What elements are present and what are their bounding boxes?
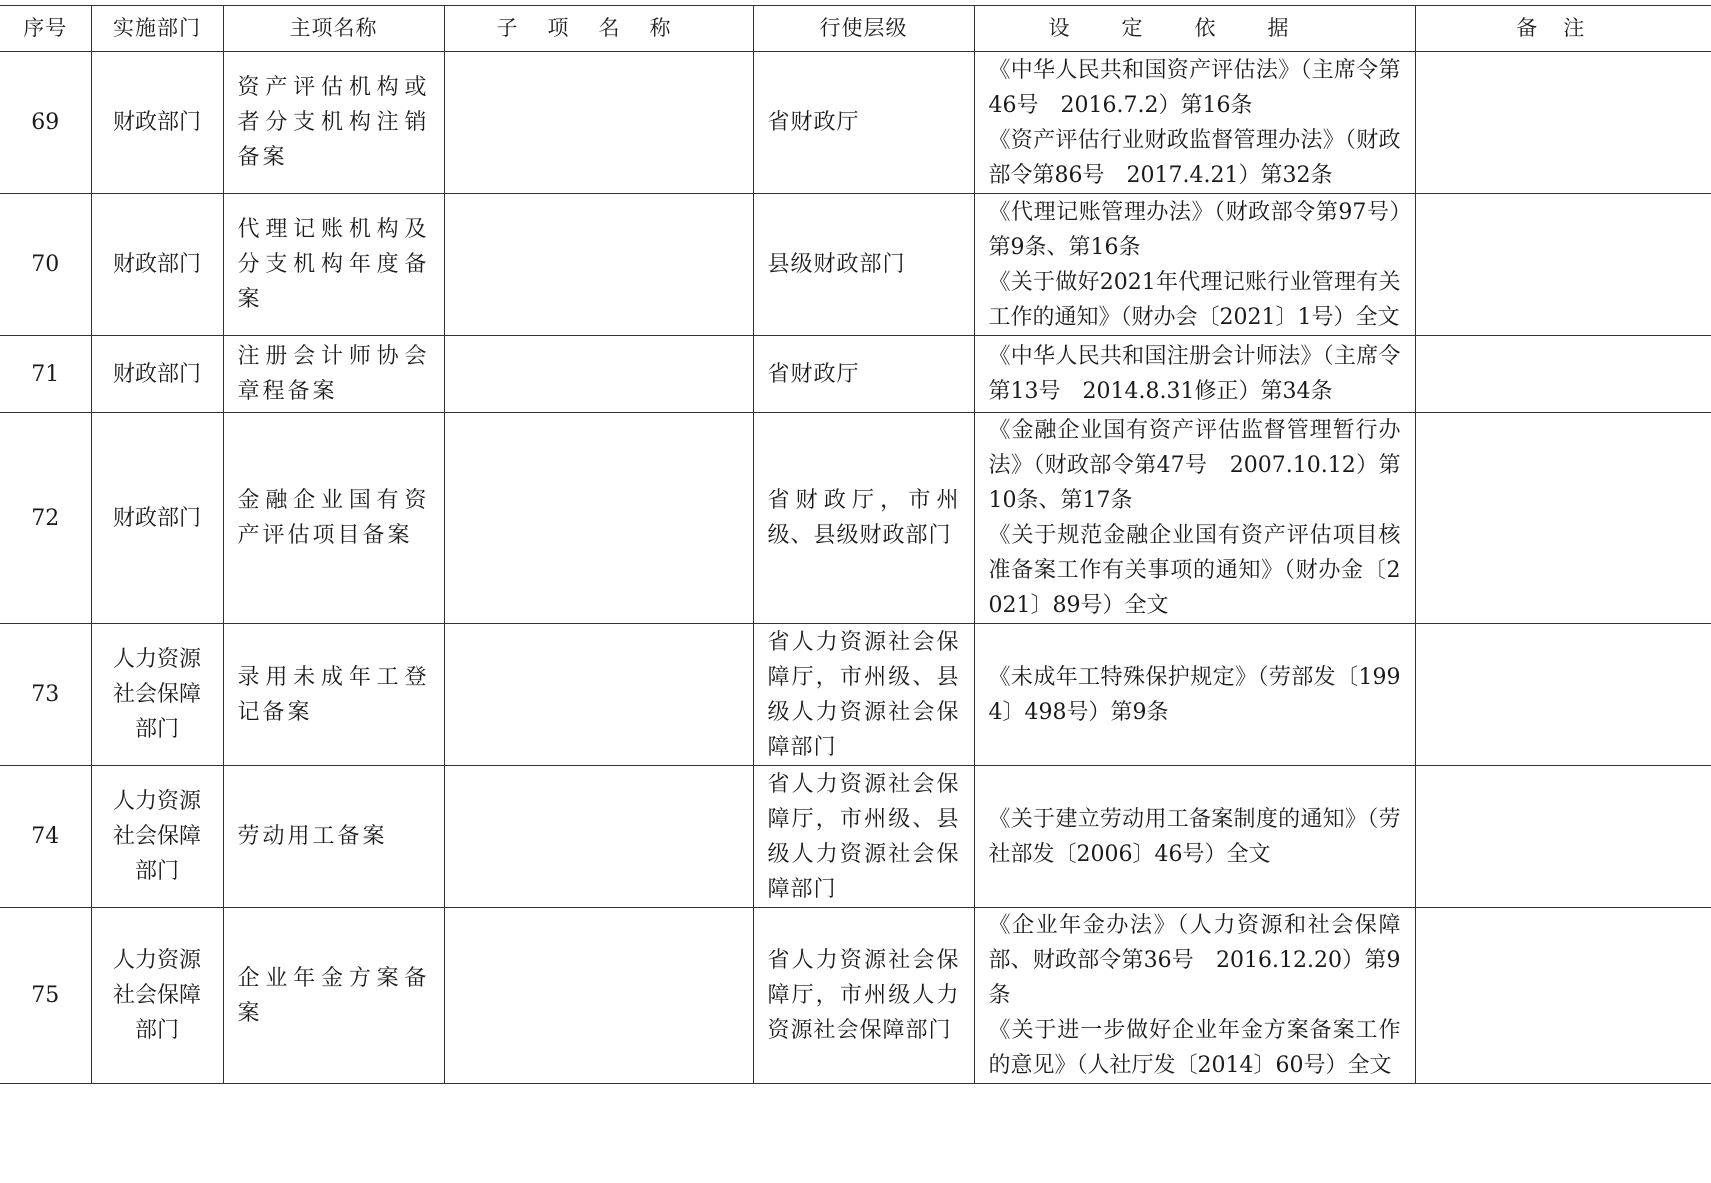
- row-seq: 74: [0, 766, 91, 908]
- basis-line: 《关于做好2021年代理记账行业管理有关工作的通知》（财办会〔2021〕1号）全文: [988, 269, 1401, 330]
- row-sub-item: [444, 336, 753, 413]
- row-seq: 71: [0, 336, 91, 413]
- row-dept: 财政部门: [91, 52, 223, 194]
- row-note: [1415, 52, 1711, 194]
- table-row: [0, 624, 1711, 766]
- row-level: 省人力资源社会保障厅，市州级、县级人力资源社会保障部门: [753, 624, 974, 766]
- basis-line: 《代理记账管理办法》（财政部令第97号）第9条、第16条: [988, 199, 1401, 260]
- row-seq: 72: [0, 413, 91, 624]
- row-main-item: 代理记账机构及分支机构年度备案: [223, 194, 444, 336]
- header-level: 行使层级: [753, 6, 974, 52]
- table-row: [0, 766, 1711, 908]
- row-level: 省财政厅，市州级、县级财政部门: [753, 413, 974, 624]
- row-note: [1415, 413, 1711, 624]
- basis-line: 《关于规范金融企业国有资产评估项目核准备案工作有关事项的通知》（财办金〔2021〕89号）全文: [988, 523, 1401, 618]
- row-sub-item: [444, 413, 753, 624]
- row-level: 县级财政部门: [753, 194, 974, 336]
- table-header: [0, 6, 1711, 52]
- header-sub-item: 子项名称: [444, 6, 753, 52]
- row-basis: [974, 624, 1415, 766]
- row-basis: [974, 766, 1415, 908]
- basis-line: 《关于进一步做好企业年金方案备案工作的意见》（人社厅发〔2014〕60号）全文: [988, 1018, 1401, 1078]
- basis-line: 《中华人民共和国资产评估法》（主席令第46号 2016.7.2）第16条: [988, 57, 1401, 118]
- row-note: [1415, 336, 1711, 413]
- row-basis: [974, 194, 1415, 336]
- row-basis: [974, 908, 1415, 1084]
- row-dept: 财政部门: [91, 413, 223, 624]
- row-basis: [974, 52, 1415, 194]
- filing-items-table: [0, 5, 1711, 1084]
- row-level: 省人力资源社会保障厅，市州级人力资源社会保障部门: [753, 908, 974, 1084]
- row-basis: [974, 336, 1415, 413]
- row-note: [1415, 624, 1711, 766]
- row-note: [1415, 766, 1711, 908]
- basis-line: 《中华人民共和国注册会计师法》（主席令第13号 2014.8.31修正）第34条: [988, 344, 1401, 404]
- table-row: [0, 908, 1711, 1084]
- row-dept: 人力资源社会保障部门: [91, 624, 223, 766]
- table-row: [0, 52, 1711, 194]
- row-seq: 73: [0, 624, 91, 766]
- row-sub-item: [444, 624, 753, 766]
- row-note: [1415, 908, 1711, 1084]
- row-sub-item: [444, 52, 753, 194]
- row-main-item: 劳动用工备案: [223, 766, 444, 908]
- header-basis: 设定依据: [974, 6, 1415, 52]
- row-note: [1415, 194, 1711, 336]
- row-dept: 人力资源社会保障部门: [91, 908, 223, 1084]
- row-level: 省人力资源社会保障厅，市州级、县级人力资源社会保障部门: [753, 766, 974, 908]
- row-main-item: 企业年金方案备案: [223, 908, 444, 1084]
- row-dept: 财政部门: [91, 194, 223, 336]
- basis-line: 《金融企业国有资产评估监督管理暂行办法》（财政部令第47号 2007.10.12）第10条、第17条: [988, 418, 1401, 513]
- header-row: [0, 6, 1711, 52]
- table-body: [0, 52, 1711, 1084]
- row-seq: 75: [0, 908, 91, 1084]
- row-dept: 人力资源社会保障部门: [91, 766, 223, 908]
- row-main-item: 金融企业国有资产评估项目备案: [223, 413, 444, 624]
- row-main-item: 注册会计师协会章程备案: [223, 336, 444, 413]
- table-row: [0, 336, 1711, 413]
- row-main-item: 资产评估机构或者分支机构注销备案: [223, 52, 444, 194]
- header-dept: 实施部门: [91, 6, 223, 52]
- row-sub-item: [444, 908, 753, 1084]
- header-main-item: 主项名称: [223, 6, 444, 52]
- row-level: 省财政厅: [753, 52, 974, 194]
- row-basis: [974, 413, 1415, 624]
- row-dept: 财政部门: [91, 336, 223, 413]
- header-note: 备注: [1415, 6, 1711, 52]
- row-seq: 70: [0, 194, 91, 336]
- row-sub-item: [444, 194, 753, 336]
- basis-line: 《企业年金办法》（人力资源和社会保障部、财政部令第36号 2016.12.20）第9条: [988, 913, 1401, 1008]
- basis-line: 《未成年工特殊保护规定》（劳部发〔1994〕498号）第9条: [988, 664, 1401, 725]
- row-seq: 69: [0, 52, 91, 194]
- row-main-item: 录用未成年工登记备案: [223, 624, 444, 766]
- basis-line: 《关于建立劳动用工备案制度的通知》（劳社部发〔2006〕46号）全文: [988, 806, 1401, 867]
- table-row: [0, 194, 1711, 336]
- row-sub-item: [444, 766, 753, 908]
- row-level: 省财政厅: [753, 336, 974, 413]
- table-row: [0, 413, 1711, 624]
- header-seq: 序号: [0, 6, 91, 52]
- basis-line: 《资产评估行业财政监督管理办法》（财政部令第86号 2017.4.21）第32条: [988, 127, 1401, 188]
